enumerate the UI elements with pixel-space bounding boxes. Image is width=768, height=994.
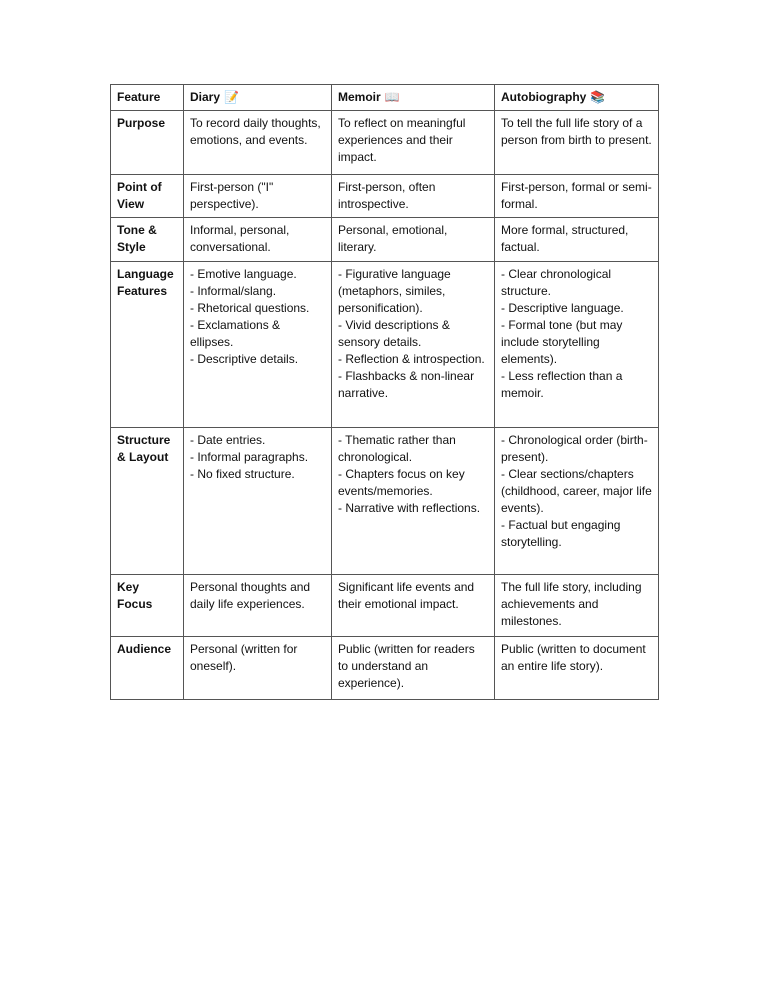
- autobiography-books-icon: 📚: [590, 90, 606, 104]
- cell-line: Public (written for readers to understand an experience).: [338, 642, 475, 690]
- cell-line: - Rhetorical questions.: [190, 301, 310, 315]
- cell-line: The full life story, including achievements and milestones.: [501, 580, 642, 628]
- cell-line: - No fixed structure.: [190, 467, 295, 481]
- table-cell: [184, 575, 332, 637]
- cell-line: - Date entries.: [190, 433, 266, 447]
- feature-cell: Audience: [111, 637, 184, 700]
- header-label: Autobiography: [501, 90, 587, 104]
- table-cell: [495, 575, 659, 637]
- cell-line: - Informal paragraphs.: [190, 450, 309, 464]
- cell-line: - Flashbacks & non-linear narrative.: [338, 369, 475, 400]
- table-cell: [495, 428, 659, 575]
- cell-line: Public (written to document an entire life story).: [501, 642, 646, 673]
- header-cell: [184, 85, 332, 111]
- cell-line: First-person ("I" perspective).: [190, 180, 274, 211]
- header-cell: [111, 85, 184, 111]
- table-cell: [332, 175, 495, 218]
- cell-line: First-person, often introspective.: [338, 180, 436, 211]
- diary-memo-icon: 📝: [224, 90, 239, 104]
- cell-line: - Descriptive details.: [190, 352, 299, 366]
- cell-line: - Informal/slang.: [190, 284, 277, 298]
- cell-line: To record daily thoughts, emotions, and events.: [190, 116, 321, 147]
- cell-line: - Vivid descriptions & sensory details.: [338, 318, 450, 349]
- comparison-table: [110, 84, 659, 700]
- table-cell: [495, 175, 659, 218]
- table-cell: [184, 262, 332, 428]
- header-label: Diary: [190, 90, 221, 104]
- table-row: [111, 262, 659, 428]
- cell-line: - Reflection & introspection.: [338, 352, 485, 366]
- cell-line: - Descriptive language.: [501, 301, 624, 315]
- table-cell: [495, 218, 659, 262]
- cell-line: To reflect on meaningful experiences and their impact.: [338, 116, 466, 164]
- feature-cell: Point of View: [111, 175, 184, 218]
- table-row: [111, 111, 659, 175]
- cell-line: First-person, formal or semi-formal.: [501, 180, 652, 211]
- header-label: Memoir: [338, 90, 381, 104]
- feature-cell: Key Focus: [111, 575, 184, 637]
- feature-cell: Purpose: [111, 111, 184, 175]
- cell-line: - Clear sections/chapters (childhood, career, major life events).: [501, 467, 652, 515]
- table-cell: [184, 428, 332, 575]
- feature-cell: Structure & Layout: [111, 428, 184, 575]
- cell-line: - Clear chronological structure.: [501, 267, 612, 298]
- header-row: [111, 85, 659, 111]
- table-cell: [495, 637, 659, 700]
- cell-line: - Less reflection than a memoir.: [501, 369, 623, 400]
- memoir-book-icon: 📖: [384, 90, 400, 104]
- table-cell: [332, 218, 495, 262]
- table-cell: [332, 262, 495, 428]
- cell-line: More formal, structured, factual.: [501, 223, 629, 254]
- table-cell: [495, 262, 659, 428]
- table-cell: [332, 637, 495, 700]
- table-row: [111, 218, 659, 262]
- cell-line: - Chronological order (birth-present).: [501, 433, 648, 464]
- cell-line: - Chapters focus on key events/memories.: [338, 467, 465, 498]
- table-row: [111, 428, 659, 575]
- cell-line: - Narrative with reflections.: [338, 501, 481, 515]
- cell-line: - Figurative language (metaphors, similes, personification).: [338, 267, 451, 315]
- table-cell: [184, 111, 332, 175]
- table-cell: [332, 575, 495, 637]
- cell-line: Personal (written for oneself).: [190, 642, 298, 673]
- cell-line: Personal thoughts and daily life experiences.: [190, 580, 311, 611]
- feature-cell: Language Features: [111, 262, 184, 428]
- cell-line: Informal, personal, conversational.: [190, 223, 290, 254]
- table-cell: [184, 637, 332, 700]
- cell-line: - Exclamations & ellipses.: [190, 318, 281, 349]
- table-cell: [184, 218, 332, 262]
- table-cell: [184, 175, 332, 218]
- header-label: Feature: [117, 90, 161, 104]
- header-cell: [495, 85, 659, 111]
- table-cell: [495, 111, 659, 175]
- cell-line: Significant life events and their emotional impact.: [338, 580, 475, 611]
- table-row: [111, 575, 659, 637]
- cell-line: - Factual but engaging storytelling.: [501, 518, 621, 549]
- table-row: [111, 175, 659, 218]
- table-row: [111, 637, 659, 700]
- table-cell: [332, 111, 495, 175]
- cell-line: - Formal tone (but may include storytelling elements).: [501, 318, 623, 366]
- cell-line: - Thematic rather than chronological.: [338, 433, 456, 464]
- cell-line: Personal, emotional, literary.: [338, 223, 448, 254]
- header-cell: [332, 85, 495, 111]
- table-cell: [332, 428, 495, 575]
- cell-line: - Emotive language.: [190, 267, 297, 281]
- feature-cell: Tone & Style: [111, 218, 184, 262]
- cell-line: To tell the full life story of a person from birth to present.: [501, 116, 652, 147]
